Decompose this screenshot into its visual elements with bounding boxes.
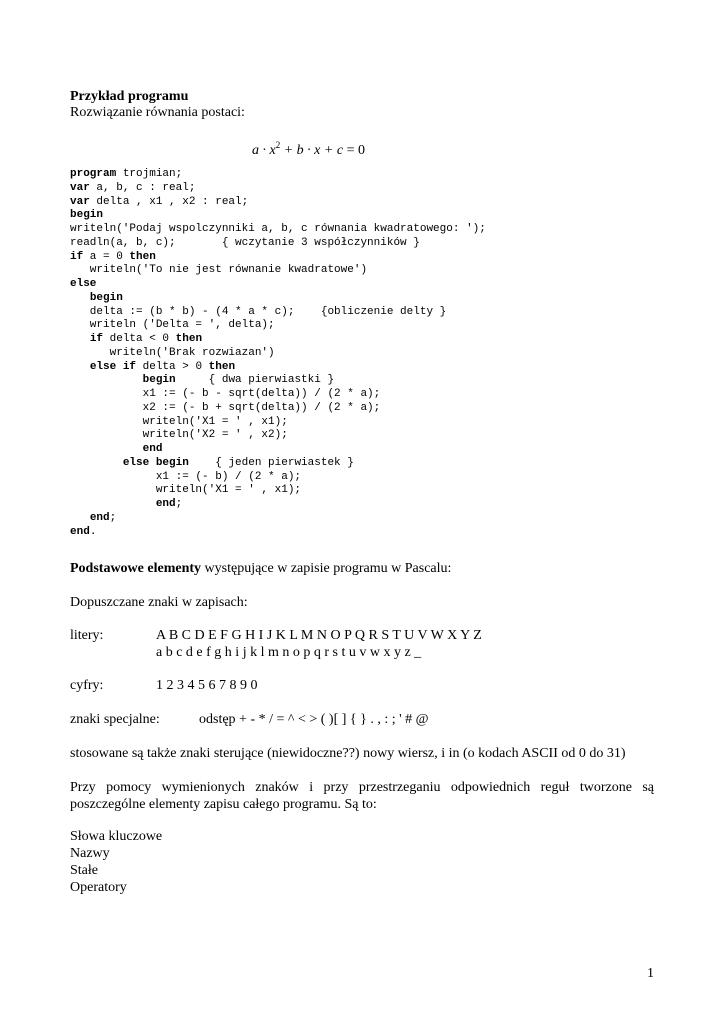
code-keyword: var [70, 195, 90, 208]
page-subtitle: Rozwiązanie równania postaci: [70, 105, 245, 120]
letters-row [70, 627, 654, 663]
code-text [70, 361, 90, 373]
code-text: delta < 0 [103, 333, 176, 345]
code-text: { jeden pierwiastek } [188, 456, 354, 469]
list-item: Słowa kluczowe [70, 829, 163, 844]
digits-value: 1 2 3 4 5 6 7 8 9 0 [156, 678, 258, 693]
code-text: delta := (b * b) - (4 * a * c); {obliczenie delty } [70, 305, 447, 318]
code-text: writeln('X2 = ' , x2); [70, 429, 288, 442]
code-line [70, 443, 486, 457]
elements-intro-bold: Podstawowe elementy [70, 561, 202, 576]
code-line [70, 196, 486, 210]
code-line [70, 374, 486, 388]
code-text: { dwa pierwiastki } [175, 374, 335, 387]
code-text [70, 292, 90, 304]
code-line [70, 347, 486, 361]
code-keyword: then [129, 250, 156, 263]
code-text: writeln('Podaj wspolczynniki a, b, c równania kwadratowego: '); [70, 223, 486, 235]
list-item: Operatory [70, 880, 127, 895]
special-label: znaki specjalne: [70, 712, 160, 727]
page-number: 1 [647, 966, 654, 981]
quadratic-equation: $a \cdot x^2 + b \cdot x + c = 0$ [252, 140, 365, 158]
digits-row [70, 677, 654, 695]
code-text: delta , x1 , x2 : real; [89, 195, 249, 208]
elements-list [70, 828, 654, 896]
rules-paragraph: Przy pomocy wymienionych znaków i przy przestrzeganiu odpowiednich reguł tworzone są poszczególne elementy zapisu całego programu. Są to: [70, 780, 654, 812]
code-text [70, 333, 90, 345]
elements-intro [70, 560, 654, 577]
code-line [70, 416, 486, 430]
code-line [70, 526, 486, 540]
code-keyword: end [89, 511, 110, 524]
code-text: trojmian; [116, 168, 183, 180]
elements-intro-rest: występujące w zapisie programu w Pascalu: [201, 561, 452, 576]
code-text [70, 374, 143, 386]
letters-label: litery: [70, 628, 104, 643]
code-text: ; [175, 498, 183, 510]
code-line [70, 484, 486, 498]
code-text: writeln('Brak rozwiazan') [70, 346, 275, 359]
code-line [70, 457, 486, 471]
letters-lower: a b c d e f g h i j k l m n o p q r s t u v w x y z _ [156, 645, 422, 660]
code-line [70, 429, 486, 443]
code-keyword: var [70, 181, 90, 194]
code-line [70, 512, 486, 526]
code-text: x2 := (- b + sqrt(delta)) / (2 * a); [70, 401, 381, 414]
code-line [70, 333, 486, 347]
code-line [70, 237, 486, 251]
code-keyword: end [155, 498, 176, 510]
code-keyword: program [70, 168, 117, 180]
code-text [70, 512, 90, 524]
code-text: writeln('To nie jest równanie kwadratowe') [70, 264, 368, 277]
code-line [70, 223, 486, 237]
code-keyword: else begin [122, 456, 189, 469]
code-line [70, 402, 486, 416]
code-line [70, 319, 486, 333]
eq-x2: x [314, 143, 321, 158]
code-keyword: then [208, 360, 236, 373]
code-keyword: if [70, 250, 84, 263]
code-text: x1 := (- b - sqrt(delta)) / (2 * a); [70, 388, 381, 400]
code-line [70, 168, 486, 182]
control-chars-note: stosowane są także znaki sterujące (niewidoczne??) nowy wiersz, i in (o kodach ASCII od 0 do 31) [70, 746, 626, 761]
special-row [70, 711, 654, 729]
code-line [70, 278, 486, 292]
code-text [70, 443, 143, 455]
eq-b: b [296, 143, 304, 158]
code-keyword: end [70, 525, 90, 538]
code-line [70, 251, 486, 265]
eq-a: a [252, 143, 259, 158]
letters-upper: A B C D E F G H I J K L M N O P Q R S T U V W X Y Z [156, 628, 482, 643]
code-line [70, 264, 486, 278]
special-value: odstęp + - * / = ^ < > ( )[ ] { } . , : ; ' # @ [199, 712, 429, 727]
code-line [70, 209, 486, 223]
code-keyword: then [175, 333, 203, 345]
code-keyword: begin [89, 291, 123, 304]
code-text [70, 498, 156, 510]
eq-rhs: 0 [357, 143, 365, 158]
code-keyword: begin [142, 374, 176, 387]
code-line [70, 292, 486, 306]
code-line [70, 306, 486, 320]
code-text: a, b, c : real; [89, 181, 196, 194]
list-item: Stałe [70, 863, 98, 878]
digits-label: cyfry: [70, 678, 104, 693]
code-line [70, 182, 486, 196]
eq-x: x [269, 143, 276, 158]
code-text: writeln ('Delta = ', delta); [70, 319, 275, 332]
code-text: readln(a, b, c); { wczytanie 3 współczynników } [70, 236, 420, 249]
code-line [70, 388, 486, 402]
code-text: writeln('X1 = ' , x1); [70, 415, 288, 428]
code-keyword: end [142, 443, 163, 455]
code-keyword: else [70, 278, 97, 290]
code-keyword: else if [89, 360, 137, 373]
allowed-chars-heading: Dopuszczane znaki w zapisach: [70, 595, 248, 610]
code-text [70, 457, 123, 469]
eq-exponent: 2 [275, 140, 281, 150]
code-keyword: if [89, 333, 104, 345]
eq-c: c [336, 143, 344, 158]
code-text: delta > 0 [136, 360, 209, 373]
code-text: ; [109, 511, 117, 524]
code-text: x1 := (- b) / (2 * a); [70, 470, 302, 483]
code-text: a = 0 [83, 250, 130, 263]
code-line [70, 361, 486, 375]
code-keyword: begin [70, 209, 104, 222]
code-listing [70, 168, 486, 539]
code-text: . [89, 525, 97, 538]
code-line [70, 498, 486, 512]
list-item: Nazwy [70, 846, 110, 861]
code-line [70, 471, 486, 485]
page-title: Przykład programu [70, 89, 189, 104]
code-text: writeln('X1 = ' , x1); [70, 484, 302, 497]
